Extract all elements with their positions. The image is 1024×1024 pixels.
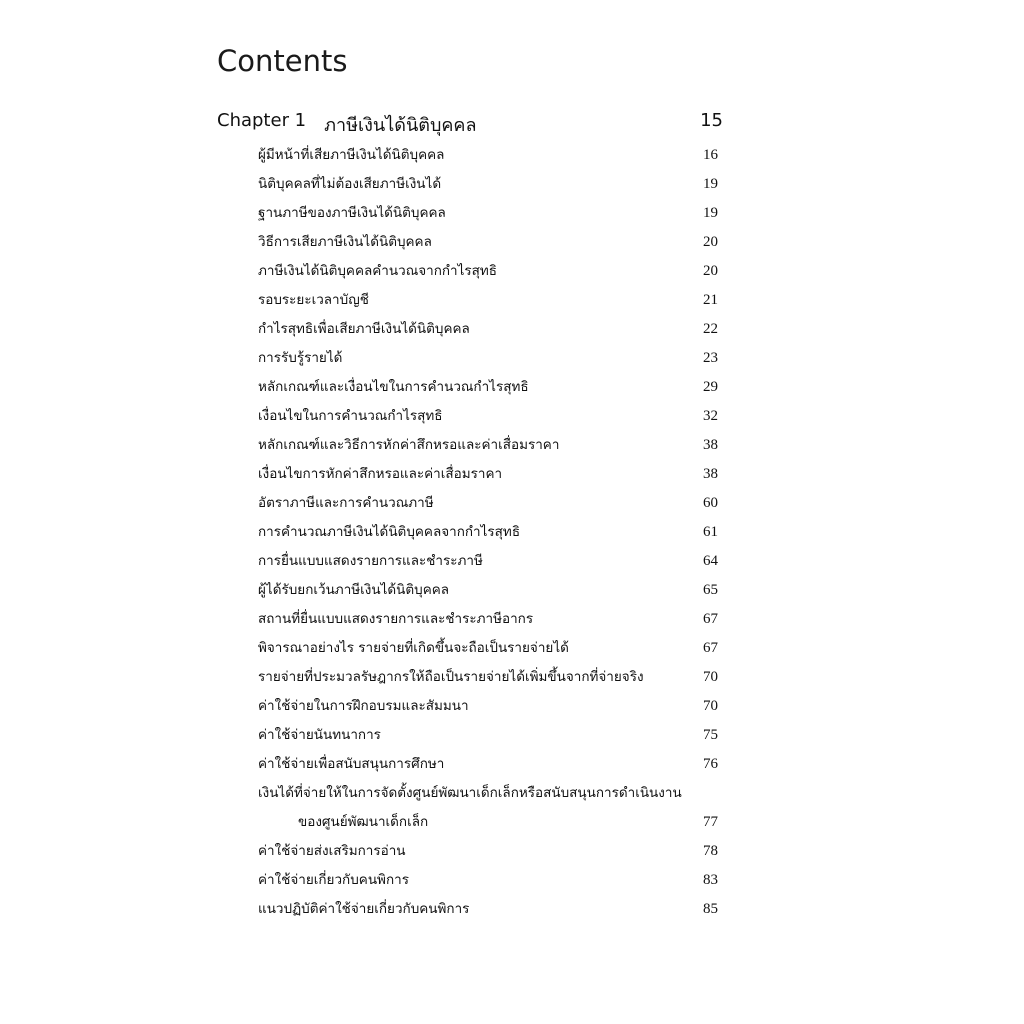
toc-entry-title: ภาษีเงินได้นิติบุคคลคำนวณจากกำไรสุทธิ — [258, 263, 498, 279]
toc-entry-page: 70 — [703, 669, 718, 685]
toc-entry-title: แนวปฏิบัติค่าใช้จ่ายเกี่ยวกับคนพิการ — [258, 901, 470, 917]
toc-entry[interactable] — [258, 895, 720, 924]
toc-entry-page — [698, 779, 720, 808]
toc-entry-title: วิธีการเสียภาษีเงินได้นิติบุคคล — [258, 234, 432, 250]
toc-entry-page: 61 — [703, 524, 718, 540]
chapter-label: Chapter 1 — [217, 110, 307, 131]
toc-entry-title: หลักเกณฑ์และเงื่อนไขในการคำนวณกำไรสุทธิ — [258, 379, 529, 395]
toc-entry[interactable] — [258, 721, 720, 750]
toc-entry-page: 64 — [703, 553, 718, 569]
toc-entry-title: กำไรสุทธิเพื่อเสียภาษีเงินได้นิติบุคคล — [258, 321, 470, 337]
toc-entry-page: 16 — [703, 147, 718, 163]
toc-entry-page: 38 — [703, 437, 718, 453]
toc-entry[interactable] — [258, 431, 720, 460]
toc-entry-page: 20 — [703, 263, 718, 279]
toc-entry-title: ค่าใช้จ่ายนันทนาการ — [258, 727, 381, 743]
toc-entry-page: 67 — [703, 611, 718, 627]
toc-entry[interactable] — [258, 402, 720, 431]
toc-entry-page: 83 — [703, 872, 718, 888]
toc-entry-page: 76 — [703, 756, 718, 772]
toc-entry-continuation[interactable] — [258, 808, 720, 837]
toc-entry-page: 20 — [703, 234, 718, 250]
toc-entry-title: ผู้ได้รับยกเว้นภาษีเงินได้นิติบุคคล — [258, 582, 450, 598]
toc-entry[interactable] — [258, 344, 720, 373]
toc-entry-page: 75 — [703, 727, 718, 743]
toc-entry-page: 60 — [703, 495, 718, 511]
toc-entry[interactable] — [258, 837, 720, 866]
toc-entry[interactable] — [258, 576, 720, 605]
toc-entry-page: 65 — [703, 582, 718, 598]
toc-entry[interactable] — [258, 257, 720, 286]
toc-entry[interactable] — [258, 373, 720, 402]
toc-entry-title: อัตราภาษีและการคำนวณภาษี — [258, 495, 434, 511]
toc-entry-title: การรับรู้รายได้ — [258, 350, 343, 366]
toc-entry-title: เงินได้ที่จ่ายให้ในการจัดตั้งศูนย์พัฒนาเด็กเล็กหรือสนับสนุนการดำเนินงาน — [258, 785, 682, 801]
toc-entry-page: 29 — [703, 379, 718, 395]
toc-entry-title: พิจารณาอย่างไร รายจ่ายที่เกิดขึ้นจะถือเป็นรายจ่ายได้ — [258, 640, 569, 656]
toc-entry[interactable] — [258, 228, 720, 257]
toc-entry-title: ของศูนย์พัฒนาเด็กเล็ก — [298, 814, 429, 830]
toc-entry[interactable] — [258, 692, 720, 721]
toc-entry-page: 70 — [703, 698, 718, 714]
toc-entry-title: ค่าใช้จ่ายเกี่ยวกับคนพิการ — [258, 872, 409, 888]
toc-entry-title: รอบระยะเวลาบัญชี — [258, 292, 369, 308]
toc-entry[interactable] — [258, 489, 720, 518]
toc-entry-page: 21 — [703, 292, 718, 308]
toc-entry-title: หลักเกณฑ์และวิธีการหักค่าสึกหรอและค่าเสื่อมราคา — [258, 437, 560, 453]
toc-entry-page: 38 — [703, 466, 718, 482]
toc-entry-page: 19 — [703, 205, 718, 221]
toc-entry-page: 22 — [703, 321, 718, 337]
toc-entry-title: ผู้มีหน้าที่เสียภาษีเงินได้นิติบุคคล — [258, 147, 445, 163]
toc-entry-title: ค่าใช้จ่ายในการฝึกอบรมและสัมมนา — [258, 698, 469, 714]
toc-entry-page: 67 — [703, 640, 718, 656]
toc-list — [258, 141, 720, 924]
toc-entry[interactable] — [258, 286, 720, 315]
toc-entry[interactable] — [258, 605, 720, 634]
toc-entry-page: 78 — [703, 843, 718, 859]
toc-entry[interactable] — [258, 663, 720, 692]
toc-entry-title: เงื่อนไขในการคำนวณกำไรสุทธิ — [258, 408, 443, 424]
toc-entry-title: เงื่อนไขการหักค่าสึกหรอและค่าเสื่อมราคา — [258, 466, 503, 482]
toc-entry[interactable] — [258, 170, 720, 199]
toc-entry[interactable] — [258, 779, 720, 808]
chapter-heading[interactable] — [217, 110, 723, 139]
toc-entry-title: ฐานภาษีของภาษีเงินได้นิติบุคคล — [258, 205, 446, 221]
page-title: Contents — [217, 44, 348, 78]
toc-entry-title: การยื่นแบบแสดงรายการและชำระภาษี — [258, 553, 483, 569]
toc-entry[interactable] — [258, 547, 720, 576]
toc-entry-title: นิติบุคคลที่ไม่ต้องเสียภาษีเงินได้ — [258, 176, 442, 192]
toc-entry[interactable] — [258, 460, 720, 489]
toc-entry-title: ค่าใช้จ่ายเพื่อสนับสนุนการศึกษา — [258, 756, 445, 772]
toc-entry-page: 32 — [703, 408, 718, 424]
chapter-name: ภาษีเงินได้นิติบุคคล — [324, 115, 477, 136]
toc-entry-title: สถานที่ยื่นแบบแสดงรายการและชำระภาษีอากร — [258, 611, 534, 627]
toc-entry-page: 19 — [703, 176, 718, 192]
toc-entry-title: รายจ่ายที่ประมวลรัษฎากรให้ถือเป็นรายจ่ายได้เพิ่มขึ้นจากที่จ่ายจริง — [258, 669, 644, 685]
toc-entry[interactable] — [258, 634, 720, 663]
toc-entry[interactable] — [258, 750, 720, 779]
toc-entry-page: 85 — [703, 901, 718, 917]
toc-entry-title: ค่าใช้จ่ายส่งเสริมการอ่าน — [258, 843, 406, 859]
toc-entry-page: 23 — [703, 350, 718, 366]
toc-entry[interactable] — [258, 866, 720, 895]
toc-entry[interactable] — [258, 315, 720, 344]
toc-entry-page: 77 — [703, 814, 718, 830]
toc-entry-title: การคำนวณภาษีเงินได้นิติบุคคลจากกำไรสุทธิ — [258, 524, 521, 540]
toc-entry[interactable] — [258, 199, 720, 228]
toc-entry[interactable] — [258, 141, 720, 170]
chapter-page: 15 — [700, 110, 723, 131]
toc-entry[interactable] — [258, 518, 720, 547]
